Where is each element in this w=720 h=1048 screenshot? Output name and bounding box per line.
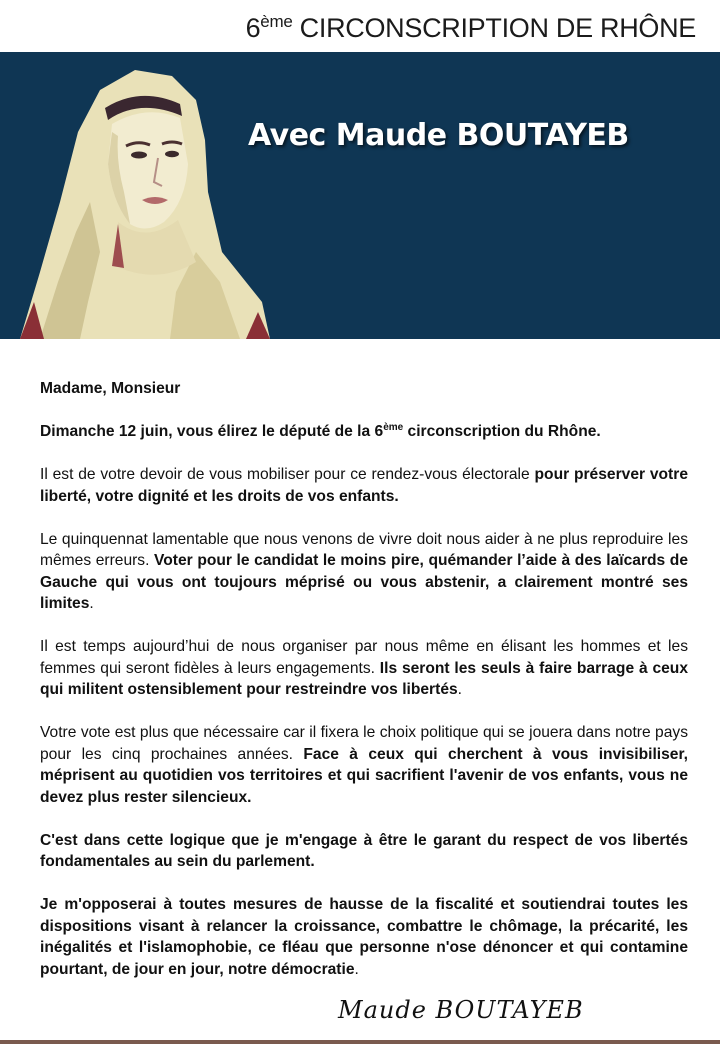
portrait-image (0, 52, 270, 339)
paragraph-commitment: C'est dans cette logique que je m'engage à être le garant du respect de vos libertés fondamentales au sein du parlement. (40, 831, 688, 870)
paragraph-election-date: Dimanche 12 juin, vous élirez le député de la 6ème circonscription du Rhône. (40, 421, 601, 440)
banner-title: Avec Maude BOUTAYEB (248, 118, 629, 153)
constituency-ordinal: 6 (245, 13, 261, 43)
paragraph-organise: Il est temps aujourd’hui de nous organiser par nous même en élisant les hommes et les femmes qui seront fidèles à leurs engagements. Ils seront les seuls à faire barrage à ceux qui militent ostensiblement pour restreindre vos libertés. (40, 638, 688, 698)
footer-rule (0, 1040, 720, 1044)
salutation: Madame, Monsieur (40, 380, 181, 397)
constituency-ordinal-suffix: ème (260, 12, 293, 31)
paragraph-vote: Votre vote est plus que nécessaire car il fixera le choix politique qui se jouera dans notre pays pour les cinq prochaines années. Face à ceux qui cherchent à vous invisibiliser, méprisent au quotidien vos territoires et qui sacrifient l'avenir de vos enfants, vous ne devez plus rester silencieux. (40, 724, 688, 806)
paragraph-quinquennat: Le quinquennat lamentable que nous venons de vivre doit nous aider à ne plus reproduire les mêmes erreurs. Voter pour le candidat le moins pire, quémander l’aide à des laïcards de Gauche qui vous ont toujours méprisé ou vous abstenir, a clairement montré ses limites. (40, 530, 688, 612)
paragraph-opposition: Je m'opposerai à toutes mesures de hausse de la fiscalité et soutiendrai toutes les dispositions visant à relancer la croissance, combattre le chômage, la précarité, les inégalités et l'islamophobie, ce fléau que personne n'ose dénoncer et qui contamine pourtant, de jour en jour, notre démocratie. (40, 896, 688, 978)
constituency-name: CIRCONSCRIPTION DE RHÔNE (299, 13, 696, 43)
constituency-title (246, 12, 696, 44)
signature: Maude BOUTAYEB (338, 996, 584, 1024)
letter-body (40, 378, 688, 1002)
header-banner (0, 52, 720, 339)
paragraph-mobilise: Il est de votre devoir de vous mobiliser pour ce rendez-vous électorale pour préserver votre liberté, votre dignité et les droits de vos enfants. (40, 466, 688, 505)
